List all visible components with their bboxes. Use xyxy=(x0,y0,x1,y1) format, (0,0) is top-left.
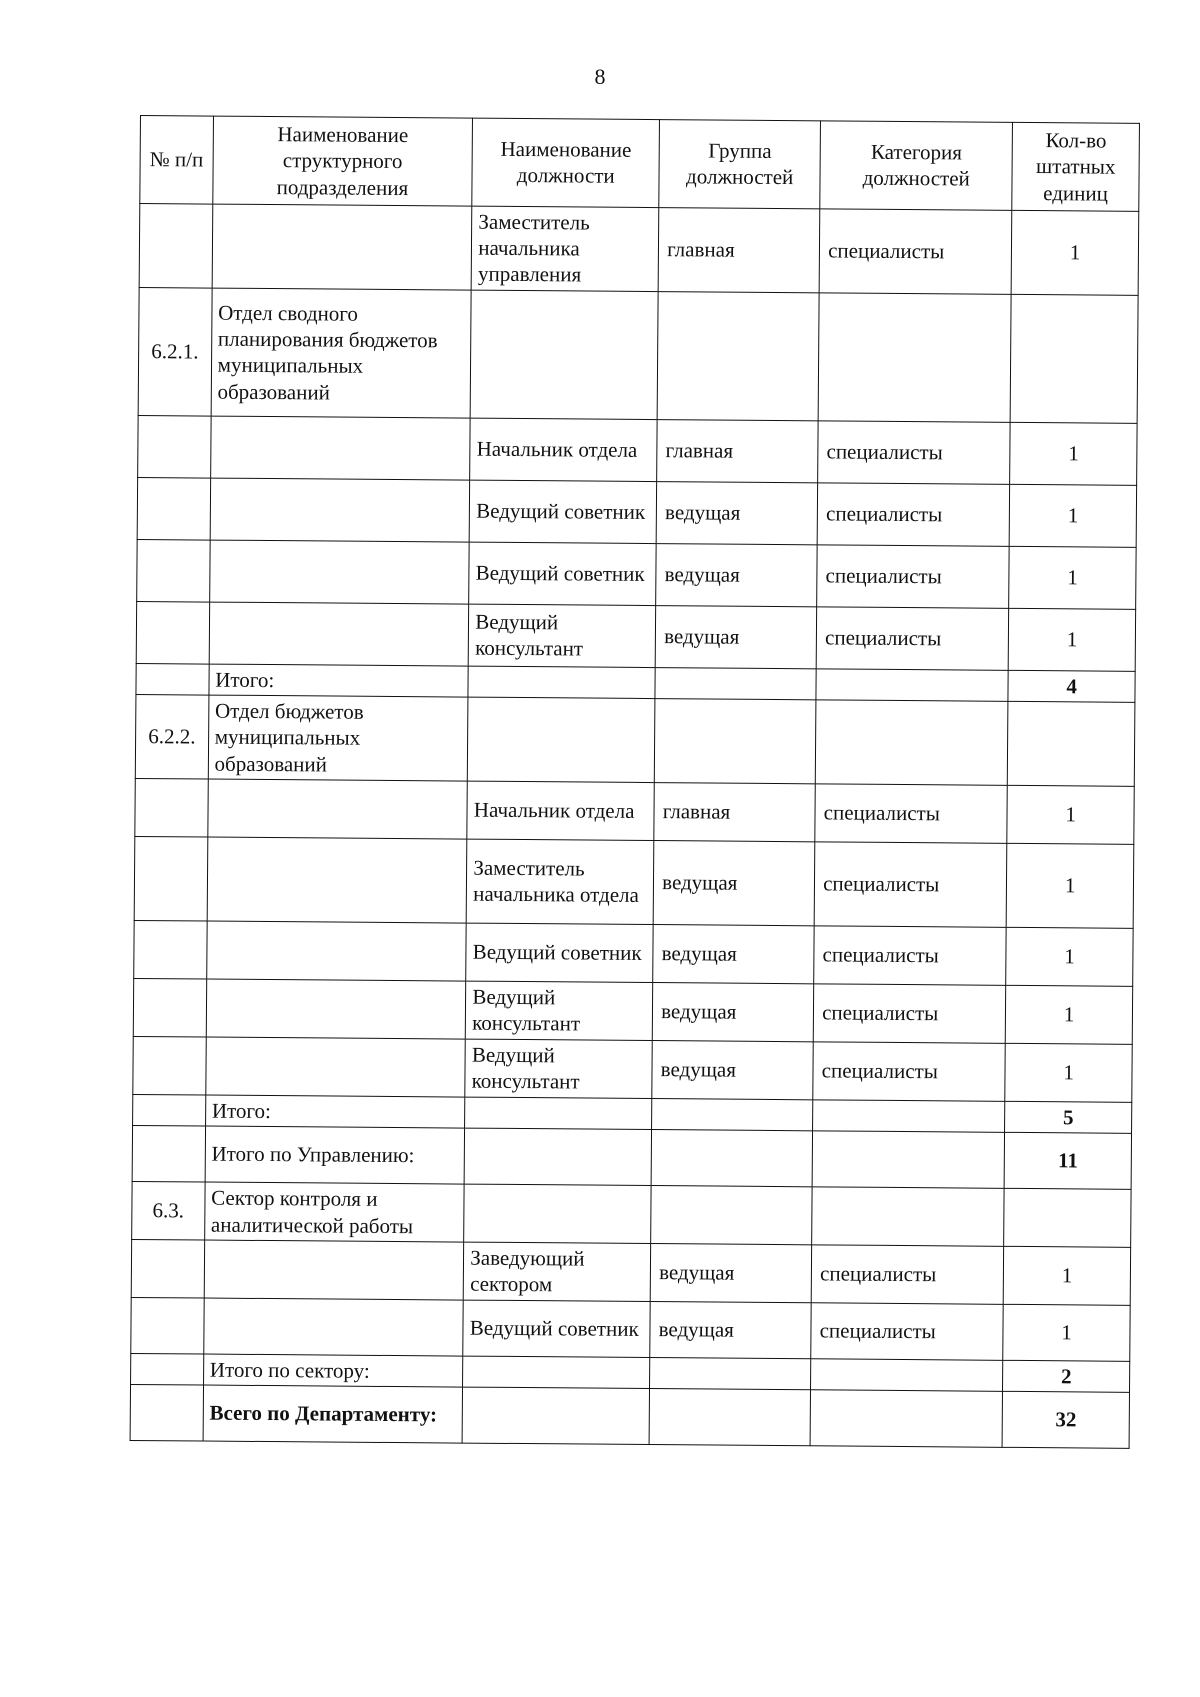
row-position-group xyxy=(652,1098,813,1131)
row-unit-name xyxy=(209,540,469,604)
row-position-group: ведущая xyxy=(653,840,815,925)
row-position-group xyxy=(651,1186,812,1245)
row-position-name xyxy=(464,1128,651,1185)
page-number: 8 xyxy=(594,64,606,89)
row-unit-name xyxy=(204,1240,464,1300)
row-unit-name xyxy=(212,204,472,290)
row-position-category xyxy=(812,1187,1005,1247)
row-staff-count: 1 xyxy=(1008,608,1135,671)
row-number xyxy=(131,1239,204,1297)
row-number xyxy=(132,1125,205,1182)
row-unit-name: Итого: xyxy=(209,664,469,697)
header-staff-count: Кол-во штатных единиц xyxy=(1012,122,1139,211)
row-position-category: специалисты xyxy=(816,607,1009,671)
table-row xyxy=(130,1384,1129,1448)
table-row xyxy=(137,539,1136,609)
table-row xyxy=(133,1036,1132,1102)
row-staff-count: 5 xyxy=(1005,1101,1132,1133)
row-position-group xyxy=(655,667,816,700)
row-position-category xyxy=(816,669,1008,702)
row-unit-name xyxy=(209,602,469,666)
row-position-name: Ведущий консультант xyxy=(465,1039,652,1098)
row-position-name xyxy=(462,1387,649,1444)
row-position-group: главная xyxy=(657,419,818,482)
header-position-name: Наименование должности xyxy=(472,118,660,207)
row-unit-name: Сектор контроля и аналитической работы xyxy=(204,1182,464,1242)
row-number xyxy=(133,1036,206,1095)
row-unit-name: Итого по сектору: xyxy=(203,1354,463,1387)
row-position-group: главная xyxy=(654,782,815,841)
table-row xyxy=(138,415,1137,485)
row-position-group: ведущая xyxy=(656,481,817,544)
row-position-name xyxy=(464,1184,651,1243)
row-number xyxy=(131,1297,204,1354)
row-position-category: специалисты xyxy=(817,483,1010,547)
row-unit-name: Итого: xyxy=(205,1095,465,1128)
row-unit-name xyxy=(203,1298,463,1356)
row-position-group: ведущая xyxy=(650,1244,811,1303)
row-number: 6.2.1. xyxy=(138,287,212,416)
row-number xyxy=(131,1353,204,1385)
row-staff-count: 1 xyxy=(1005,1043,1132,1102)
row-position-category xyxy=(812,1131,1005,1189)
row-position-group xyxy=(654,699,816,784)
row-position-name xyxy=(465,1097,652,1130)
row-staff-count: 1 xyxy=(1009,546,1136,609)
table-row xyxy=(135,778,1134,844)
row-staff-count: 1 xyxy=(1011,210,1138,295)
row-position-name: Ведущий советник xyxy=(469,480,656,543)
row-number xyxy=(130,1384,203,1441)
row-number xyxy=(135,778,208,837)
row-staff-count: 1 xyxy=(1010,422,1137,485)
row-position-group: ведущая xyxy=(655,605,816,668)
row-unit-name: Отдел бюджетов муниципальных образований xyxy=(208,695,468,781)
row-position-name: Заместитель начальника управления xyxy=(471,206,659,291)
row-number xyxy=(137,539,210,602)
row-position-category xyxy=(815,700,1008,785)
row-position-name xyxy=(470,290,658,419)
row-unit-name xyxy=(206,979,466,1039)
row-number xyxy=(137,477,210,540)
row-staff-count: 1 xyxy=(1006,843,1133,928)
row-staff-count xyxy=(1010,294,1138,423)
row-position-group: ведущая xyxy=(652,982,813,1041)
header-unit-name: Наименование структурного подразделения xyxy=(212,116,472,206)
table-row xyxy=(132,1181,1131,1247)
table-row xyxy=(136,601,1135,671)
row-staff-count: 1 xyxy=(1009,484,1136,547)
row-position-category xyxy=(811,1358,1003,1391)
table-row xyxy=(134,920,1133,986)
row-staff-count: 32 xyxy=(1002,1391,1129,1448)
row-number xyxy=(133,1094,206,1126)
row-staff-count xyxy=(1004,1188,1131,1247)
row-position-name xyxy=(463,1356,650,1389)
row-staff-count xyxy=(1008,701,1135,786)
row-position-group xyxy=(650,1357,811,1390)
row-unit-name: Отдел сводного планирования бюджетов муниципальных образований xyxy=(211,288,472,418)
row-staff-count: 2 xyxy=(1003,1360,1130,1392)
table-row xyxy=(139,203,1139,295)
row-staff-count: 1 xyxy=(1007,785,1134,844)
row-number xyxy=(134,920,207,979)
row-unit-name: Всего по Департаменту: xyxy=(203,1385,463,1443)
row-number: 6.3. xyxy=(132,1181,205,1240)
row-unit-name xyxy=(206,921,466,981)
header-position-category: Категория должностей xyxy=(820,121,1013,210)
header-position-group: Группа должностей xyxy=(659,120,821,209)
row-position-category: специалисты xyxy=(814,842,1007,928)
row-position-name: Ведущий советник xyxy=(466,923,653,982)
table-row xyxy=(133,978,1132,1044)
row-staff-count: 1 xyxy=(1003,1304,1130,1361)
row-number xyxy=(136,601,209,664)
row-unit-name xyxy=(210,416,470,480)
row-position-group: ведущая xyxy=(650,1301,811,1358)
row-position-category: специалисты xyxy=(813,1042,1006,1102)
row-position-group: ведущая xyxy=(652,1040,813,1099)
row-position-name: Ведущий консультант xyxy=(468,604,655,667)
row-number xyxy=(134,836,207,921)
row-position-category: специалисты xyxy=(814,926,1007,986)
row-position-group: главная xyxy=(658,207,820,292)
row-position-category: специалисты xyxy=(819,209,1012,295)
row-number xyxy=(136,663,209,695)
row-position-group xyxy=(651,1130,812,1187)
row-position-group: ведущая xyxy=(653,924,814,983)
row-position-name xyxy=(468,697,656,782)
table-row xyxy=(138,287,1138,423)
row-position-name: Ведущий советник xyxy=(469,542,656,605)
row-position-category: специалисты xyxy=(813,984,1006,1044)
row-position-group xyxy=(649,1388,810,1445)
row-position-group xyxy=(657,291,819,420)
table-row xyxy=(131,1239,1130,1304)
row-staff-count: 1 xyxy=(1003,1246,1130,1304)
row-position-name: Ведущий советник xyxy=(463,1300,650,1357)
row-staff-count: 4 xyxy=(1008,670,1135,702)
row-position-group: ведущая xyxy=(656,543,817,606)
table-row xyxy=(132,1125,1131,1189)
row-number xyxy=(139,203,212,288)
row-position-category: специалисты xyxy=(811,1302,1004,1360)
row-position-name: Ведущий консультант xyxy=(466,981,653,1040)
row-position-category xyxy=(818,293,1011,423)
row-unit-name xyxy=(208,779,468,839)
row-staff-count: 1 xyxy=(1006,927,1133,986)
table-row xyxy=(137,477,1136,547)
row-unit-name: Итого по Управлению: xyxy=(205,1126,465,1184)
table-row xyxy=(135,694,1135,786)
row-position-category: специалисты xyxy=(818,421,1011,485)
row-staff-count: 11 xyxy=(1004,1132,1131,1189)
row-position-name: Начальник отдела xyxy=(470,418,657,481)
row-position-category: специалисты xyxy=(817,545,1010,609)
row-staff-count: 1 xyxy=(1006,985,1133,1044)
row-position-name: Начальник отдела xyxy=(467,781,654,840)
row-unit-name xyxy=(210,478,470,542)
row-number xyxy=(133,978,206,1037)
row-position-category xyxy=(810,1390,1003,1448)
table-row xyxy=(134,836,1134,928)
row-position-category: специалисты xyxy=(811,1245,1004,1304)
staffing-table xyxy=(130,115,1140,1449)
row-unit-name xyxy=(207,837,467,923)
row-number xyxy=(138,415,211,478)
row-number: 6.2.2. xyxy=(135,694,208,778)
row-unit-name xyxy=(205,1037,465,1097)
row-position-category xyxy=(813,1100,1005,1133)
table-row xyxy=(131,1297,1130,1361)
row-position-name: Заместитель начальника отдела xyxy=(466,839,654,924)
header-number: № п/п xyxy=(140,116,213,204)
row-position-name: Заведующий сектором xyxy=(464,1242,651,1301)
row-position-name xyxy=(468,666,655,699)
row-position-category: специалисты xyxy=(815,784,1008,844)
table-header-row xyxy=(140,116,1140,212)
